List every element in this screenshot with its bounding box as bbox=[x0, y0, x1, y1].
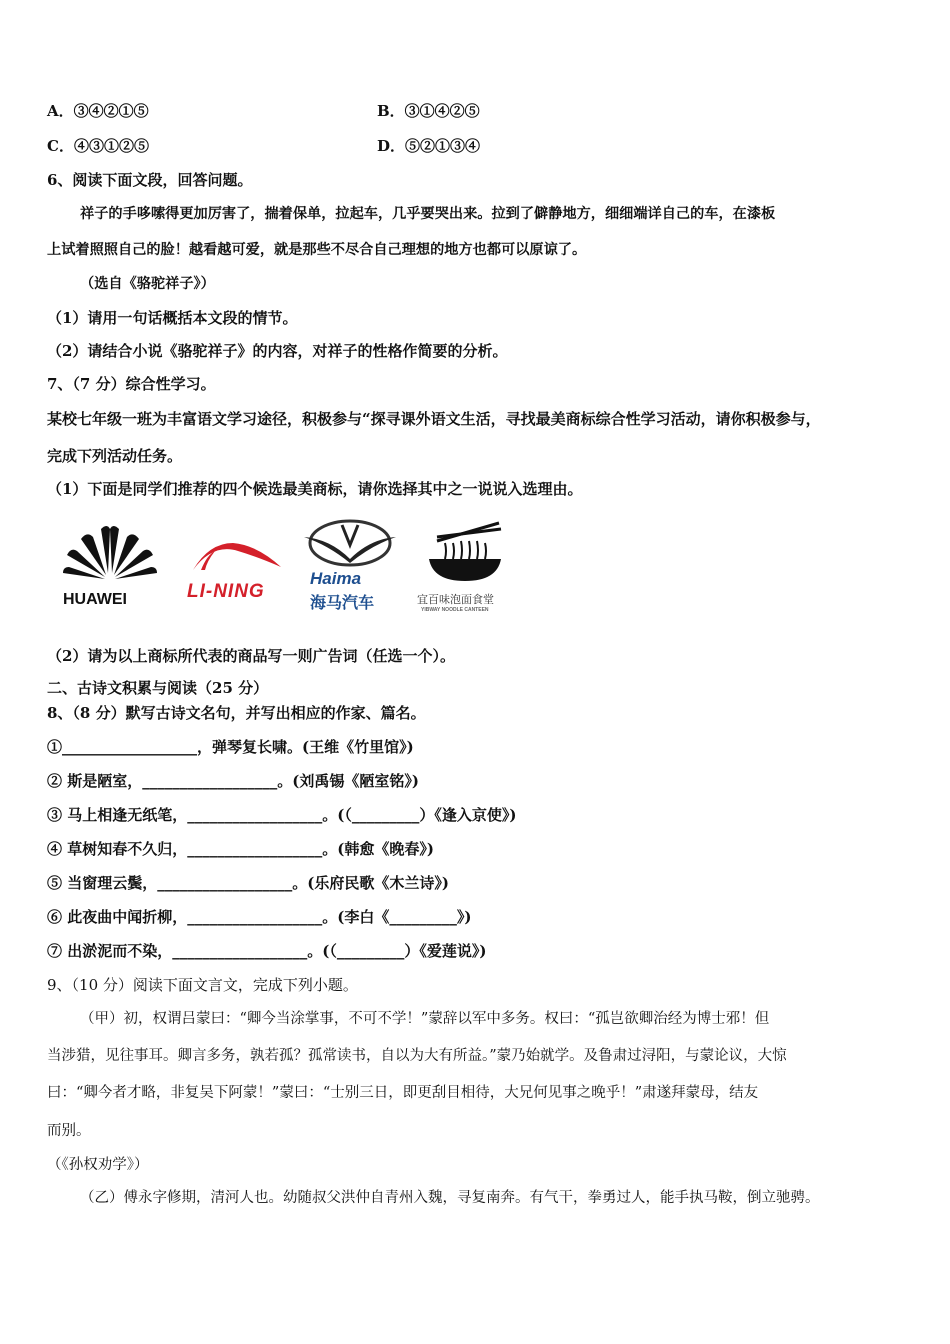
q8-line3: ③ 马上相逢无纸笔，__________________。(（_________）《逢入京使》) bbox=[47, 806, 517, 824]
q8-line1: ①__________________，弹琴复长啸。(王维《竹里馆》) bbox=[47, 738, 414, 756]
option-d: D．⑤②①③④ bbox=[377, 137, 481, 155]
noodle-chinese-name: 宜百味泡面食堂 bbox=[417, 593, 494, 606]
noodle-english-name: YIBWAY NOODLE CANTEEN bbox=[421, 607, 489, 613]
noodle-canteen-logo bbox=[415, 515, 515, 620]
huawei-wordmark: HUAWEI bbox=[63, 591, 127, 608]
huawei-logo bbox=[55, 515, 165, 620]
logo-row bbox=[55, 515, 525, 620]
q7-sub1: （1）下面是同学们推荐的四个候选最美商标，请你选择其中之一说说入选理由。 bbox=[47, 480, 583, 498]
q8-line6: ⑥ 此夜曲中闻折柳，__________________。(李白《_________》) bbox=[47, 908, 472, 926]
q8-line5: ⑤ 当窗理云鬓，__________________。(乐府民歌《木兰诗》) bbox=[47, 874, 449, 892]
q7-intro-line2: 完成下列活动任务。 bbox=[47, 447, 183, 465]
q6-passage-line1: 祥子的手哆嗦得更加厉害了，揣着保单，拉起车，几乎要哭出来。拉到了僻静地方，细细端详自己的车，在漆板 bbox=[80, 206, 776, 222]
haima-emblem-icon bbox=[300, 515, 400, 571]
q6-passage-line2: 上试着照照自己的脸！越看越可爱，就是那些不尽合自己理想的地方也都可以原谅了。 bbox=[47, 242, 587, 258]
lining-logo bbox=[183, 515, 288, 620]
q8-line7: ⑦ 出淤泥而不染，__________________。(（_________）《爱莲说》) bbox=[47, 942, 487, 960]
q8-line2: ② 斯是陋室，__________________。(刘禹锡《陋室铭》) bbox=[47, 772, 419, 790]
q9-jia-line1: （甲）初，权谓吕蒙曰：“卿今当涂掌事，不可不学！”蒙辞以军中多务。权曰：“孤岂欲卿治经为博士邪！但 bbox=[80, 1011, 770, 1027]
noodle-bowl-icon bbox=[415, 515, 515, 585]
lining-swoosh-icon bbox=[183, 515, 288, 575]
q9-jia-line4: 而别。 bbox=[47, 1123, 91, 1139]
q6-source: （选自《骆驼祥子》） bbox=[80, 276, 215, 292]
q9-yi-line1: （乙）傅永字修期，清河人也。幼随叔父洪仲自青州入魏，寻复南奔。有气干，拳勇过人，能手执马鞍，倒立驰骋。 bbox=[80, 1190, 820, 1206]
huawei-flower-icon bbox=[55, 515, 165, 585]
section2-heading: 二、古诗文积累与阅读（25 分） bbox=[47, 679, 269, 697]
q9-jia-source: （《孙权劝学》） bbox=[47, 1157, 149, 1173]
haima-logo bbox=[300, 515, 400, 620]
q6-title: 6、阅读下面文段，回答问题。 bbox=[47, 171, 253, 189]
q7-sub2: （2）请为以上商标所代表的商品写一则广告词（任选一个）。 bbox=[47, 647, 455, 665]
q6-sub1: （1）请用一句话概括本文段的情节。 bbox=[47, 309, 298, 327]
lining-wordmark: LI-NING bbox=[187, 581, 265, 602]
q6-sub2: （2）请结合小说《骆驼祥子》的内容，对祥子的性格作简要的分析。 bbox=[47, 342, 508, 360]
haima-chinese-name: 海马汽车 bbox=[310, 593, 375, 612]
q9-title: 9、（10 分）阅读下面文言文，完成下列小题。 bbox=[47, 976, 358, 994]
option-c: C．④③①②⑤ bbox=[47, 137, 149, 155]
q8-title: 8、（8 分）默写古诗文名句，并写出相应的作家、篇名。 bbox=[47, 704, 426, 722]
haima-wordmark: Haima bbox=[310, 569, 362, 588]
q9-jia-line2: 当涉猎，见往事耳。卿言多务，孰若孤？孤常读书，自以为大有所益。”蒙乃始就学。及鲁肃过浔阳，与蒙论议，大惊 bbox=[47, 1048, 787, 1064]
option-b: B．③①④②⑤ bbox=[377, 102, 480, 120]
q8-line4: ④ 草树知春不久归，__________________。(韩愈《晚春》) bbox=[47, 840, 434, 858]
q7-intro-line1: 某校七年级一班为丰富语文学习途径，积极参与“探寻课外语文生活，寻找最美商标综合性学习活动，请你积极参与， bbox=[47, 410, 821, 428]
q9-jia-line3: 曰：“卿今者才略，非复吴下阿蒙！”蒙曰：“士别三日，即更刮目相待，大兄何见事之晚乎！”肃遂拜蒙母，结友 bbox=[47, 1085, 759, 1101]
q7-title: 7、（7 分）综合性学习。 bbox=[47, 375, 216, 393]
option-a: A．③④②①⑤ bbox=[47, 102, 149, 120]
